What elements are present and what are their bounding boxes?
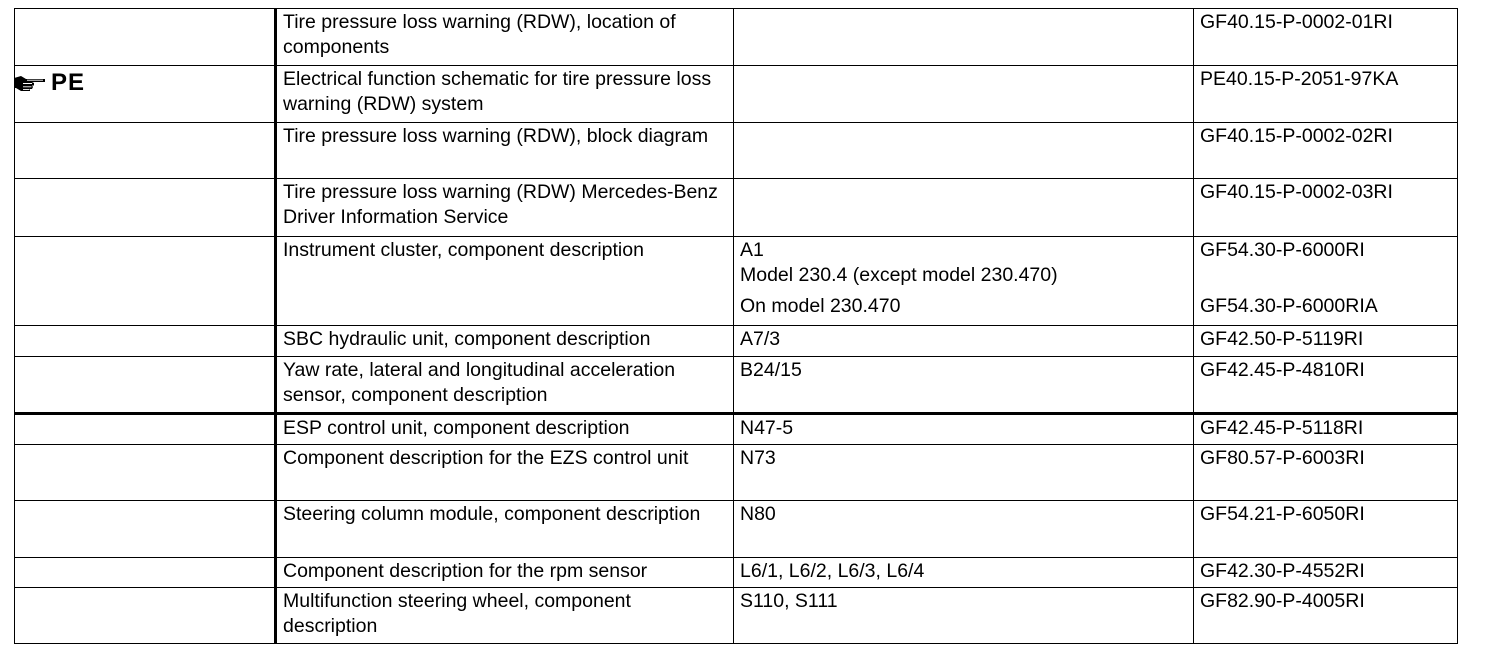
- table-row: [15, 123, 1458, 179]
- model-variant-line: On model 230.470: [740, 295, 901, 317]
- table-row: [15, 445, 1458, 501]
- marker-cell: [15, 9, 276, 66]
- component-line: A1: [740, 239, 764, 261]
- marker-cell: [15, 66, 276, 123]
- description-cell: Component description for the rpm sensor: [276, 558, 734, 588]
- marker-cell: [15, 501, 276, 558]
- component-cell: S110, S111: [734, 588, 1194, 644]
- reference-cell: [1194, 237, 1458, 326]
- reference-cell: GF42.45-P-4810RI: [1194, 357, 1458, 414]
- component-cell: B24/15: [734, 357, 1194, 414]
- marker-cell: [15, 588, 276, 644]
- description-cell: Tire pressure loss warning (RDW) Mercedes-Benz Driver Information Service: [276, 179, 734, 237]
- description-cell: Electrical function schematic for tire pressure loss warning (RDW) system: [276, 66, 734, 123]
- component-cell: A7/3: [734, 326, 1194, 357]
- description-cell: Steering column module, component description: [276, 501, 734, 558]
- component-cell: [734, 9, 1194, 66]
- description-cell: Tire pressure loss warning (RDW), block diagram: [276, 123, 734, 179]
- marker-cell: [15, 357, 276, 414]
- table-row: [15, 9, 1458, 66]
- table-row: [15, 326, 1458, 357]
- pointing-hand-icon: [15, 73, 48, 93]
- reference-cell: GF80.57-P-6003RI: [1194, 445, 1458, 501]
- reference-cell: GF42.30-P-4552RI: [1194, 558, 1458, 588]
- pe-label: PE: [51, 69, 86, 96]
- table-row: [15, 588, 1458, 644]
- reference-cell: GF82.90-P-4005RI: [1194, 588, 1458, 644]
- component-cell: N73: [734, 445, 1194, 501]
- description-cell: SBC hydraulic unit, component description: [276, 326, 734, 357]
- reference-cell: GF42.45-P-5118RI: [1194, 414, 1458, 445]
- component-cell: [734, 237, 1194, 326]
- reference-cell: GF42.50-P-5119RI: [1194, 326, 1458, 357]
- reference-cell: GF54.21-P-6050RI: [1194, 501, 1458, 558]
- reference-table: [14, 8, 1458, 644]
- reference-line: GF54.30-P-6000RIA: [1200, 295, 1378, 317]
- table-row: [15, 179, 1458, 237]
- component-cell: [734, 123, 1194, 179]
- component-cell: L6/1, L6/2, L6/3, L6/4: [734, 558, 1194, 588]
- description-cell: ESP control unit, component description: [276, 414, 734, 445]
- component-cell: [734, 179, 1194, 237]
- reference-cell: GF40.15-P-0002-03RI: [1194, 179, 1458, 237]
- description-cell: Tire pressure loss warning (RDW), location of components: [276, 9, 734, 66]
- reference-line: GF54.30-P-6000RI: [1200, 239, 1365, 261]
- marker-cell: [15, 558, 276, 588]
- reference-cell: GF40.15-P-0002-02RI: [1194, 123, 1458, 179]
- table-row: [15, 501, 1458, 558]
- table-row: [15, 357, 1458, 414]
- model-variant-line: Model 230.4 (except model 230.470): [740, 264, 1058, 286]
- marker-cell: [15, 326, 276, 357]
- table-row: [15, 237, 1458, 326]
- description-cell: Multifunction steering wheel, component description: [276, 588, 734, 644]
- reference-cell: PE40.15-P-2051-97KA: [1194, 66, 1458, 123]
- reference-spacer: [1200, 263, 1453, 288]
- table-row: [15, 558, 1458, 588]
- component-cell: N47-5: [734, 414, 1194, 445]
- description-cell: Component description for the EZS control unit: [276, 445, 734, 501]
- table-row: [15, 66, 1458, 123]
- marker-cell: [15, 445, 276, 501]
- component-cell: N80: [734, 501, 1194, 558]
- marker-cell: [15, 414, 276, 445]
- marker-cell: [15, 123, 276, 179]
- pe-marker: [15, 71, 271, 95]
- description-cell: Yaw rate, lateral and longitudinal acceleration sensor, component description: [276, 357, 734, 414]
- marker-cell: [15, 179, 276, 237]
- description-cell: Instrument cluster, component description: [276, 237, 734, 326]
- table-row: [15, 414, 1458, 445]
- reference-cell: GF40.15-P-0002-01RI: [1194, 9, 1458, 66]
- marker-cell: [15, 237, 276, 326]
- component-cell: [734, 66, 1194, 123]
